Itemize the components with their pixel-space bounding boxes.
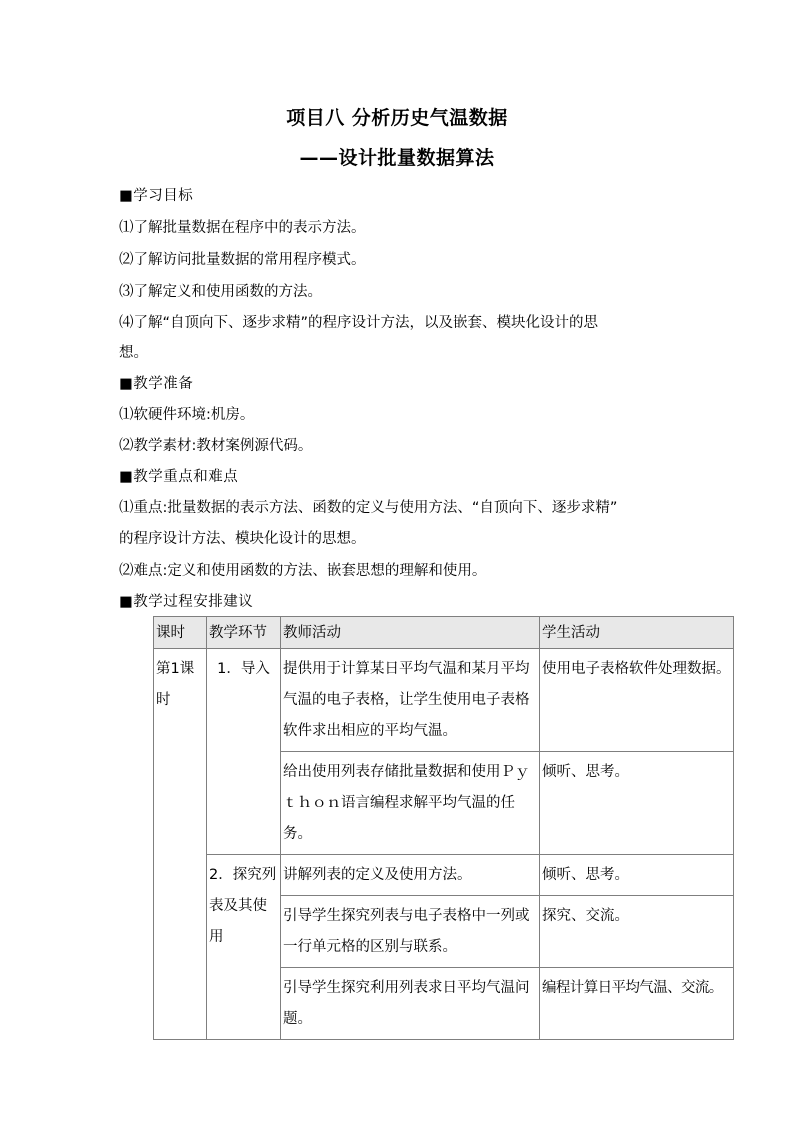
stage-cell: 1．导入 [207, 649, 281, 855]
table-header-row [154, 617, 734, 649]
table-row [154, 649, 734, 752]
table-row [154, 855, 734, 896]
teacher-activity-cell: 提供用于计算某日平均气温和某月平均气温的电子表格，让学生使用电子表格软件求出相应的平均气温。 [281, 649, 540, 752]
key-item: ⑵难点:定义和使用函数的方法、嵌套思想的理解和使用。 [119, 563, 487, 579]
prep-item: ⑵教学素材:教材案例源代码。 [119, 438, 313, 454]
student-activity-cell: 探究、交流。 [540, 896, 734, 968]
prep-item: ⑴软硬件环境:机房。 [119, 407, 255, 423]
goal-item: ⑶了解定义和使用函数的方法。 [119, 284, 322, 300]
goal-item: ⑷了解“自顶向下、逐步求精”的程序设计方法，以及嵌套、模块化设计的思 [119, 315, 599, 331]
teacher-activity-cell: 讲解列表的定义及使用方法。 [281, 855, 540, 896]
teacher-activity-cell: 给出使用列表存储批量数据和使用Ｐｙｔｈｏｎ语言编程求解平均气温的任务。 [281, 752, 540, 855]
lesson-cell: 第1课时 [154, 649, 207, 1040]
stage-cell: 2．探究列表及其使用 [207, 855, 281, 1040]
header-cell: 教学环节 [207, 617, 281, 649]
document-title: 项目八 分析历史气温数据 [286, 107, 508, 129]
student-activity-cell: 编程计算日平均气温、交流。 [540, 968, 734, 1040]
teaching-process-table [153, 616, 734, 1040]
student-activity-cell: 使用电子表格软件处理数据。 [540, 649, 734, 752]
document-subtitle: ——设计批量数据算法 [299, 147, 495, 169]
teacher-activity-cell: 引导学生探究利用列表求日平均气温问题。 [281, 968, 540, 1040]
key-item: ⑴重点:批量数据的表示方法、函数的定义与使用方法、“自顶向下、逐步求精” [119, 500, 618, 516]
teacher-activity-cell: 引导学生探究列表与电子表格中一列或一行单元格的区别与联系。 [281, 896, 540, 968]
header-cell: 教师活动 [281, 617, 540, 649]
student-activity-cell: 倾听、思考。 [540, 855, 734, 896]
section-heading-goals: ■学习目标 [119, 188, 194, 204]
key-item-continued: 的程序设计方法、模块化设计的思想。 [119, 531, 366, 547]
section-heading-key: ■教学重点和难点 [119, 469, 239, 485]
section-heading-process: ■教学过程安排建议 [119, 594, 254, 610]
student-activity-cell: 倾听、思考。 [540, 752, 734, 855]
header-cell: 课时 [154, 617, 207, 649]
goal-item-continued: 想。 [119, 345, 148, 361]
section-heading-prep: ■教学准备 [119, 376, 194, 392]
goal-item: ⑴了解批量数据在程序中的表示方法。 [119, 220, 366, 236]
header-cell: 学生活动 [540, 617, 734, 649]
goal-item: ⑵了解访问批量数据的常用程序模式。 [119, 252, 366, 268]
